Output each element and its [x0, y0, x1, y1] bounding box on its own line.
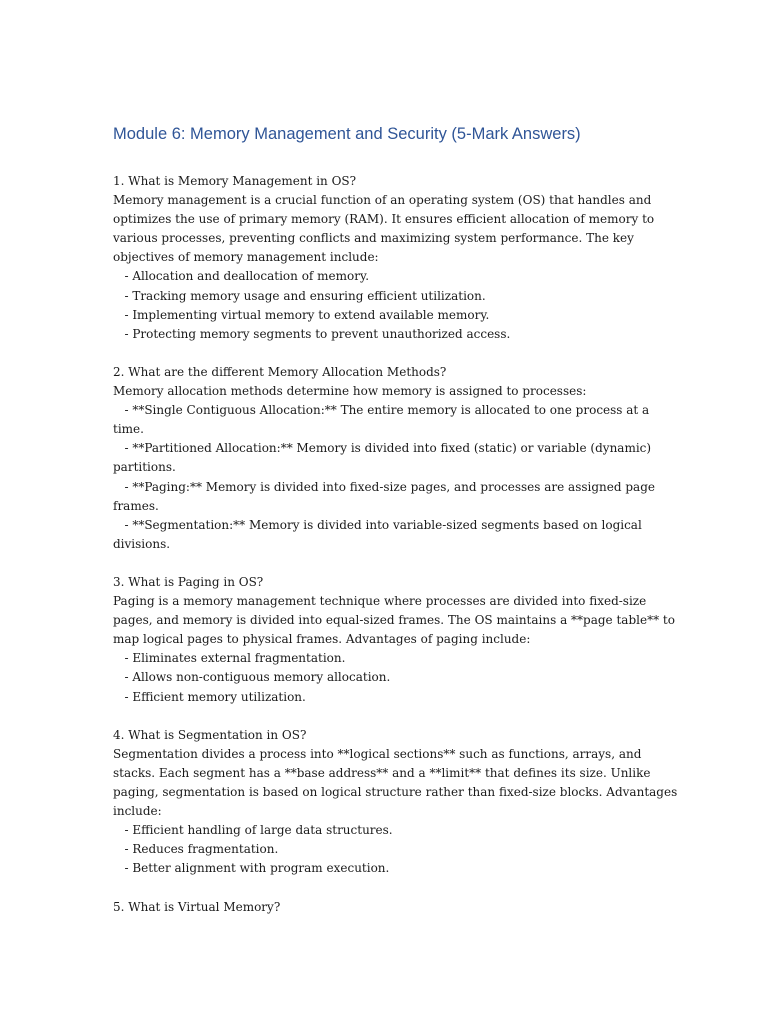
- list-item: - Implementing virtual memory to extend available memory.: [113, 307, 490, 322]
- document-title: Module 6: Memory Management and Security (5-Mark Answers): [113, 125, 581, 143]
- paragraph-line: time.: [113, 422, 144, 437]
- paragraph-line: divisions.: [113, 536, 171, 551]
- paragraph-line: Segmentation divides a process into **logical sections** such as functions, arrays, and: [113, 746, 642, 761]
- paragraph-line: include:: [113, 804, 162, 819]
- paragraph-line: Paging is a memory management technique where processes are divided into fixed-size: [113, 594, 647, 609]
- question-heading: 1. What is Memory Management in OS?: [113, 174, 357, 188]
- paragraph-line: paging, segmentation is based on logical structure rather than fixed-size blocks. Advantages: [113, 785, 678, 799]
- list-item: - Allocation and deallocation of memory.: [113, 269, 370, 284]
- section-paging: [113, 573, 673, 707]
- list-item: - Tracking memory usage and ensuring efficient utilization.: [113, 288, 486, 303]
- list-item: - **Partitioned Allocation:** Memory is divided into fixed (static) or variable (dynamic): [113, 441, 652, 456]
- paragraph-line: Memory allocation methods determine how memory is assigned to processes:: [113, 384, 587, 399]
- question-heading: 2. What are the different Memory Allocation Methods?: [113, 364, 447, 379]
- list-item: - Efficient memory utilization.: [113, 689, 306, 704]
- paragraph-line: optimizes the use of primary memory (RAM). It ensures efficient allocation of memory to: [113, 212, 655, 227]
- paragraph-line: map logical pages to physical frames. Advantages of paging include:: [113, 632, 531, 647]
- list-item: - **Paging:** Memory is divided into fixed-size pages, and processes are assigned page: [113, 479, 655, 494]
- list-item: - Efficient handling of large data structures.: [113, 823, 393, 838]
- paragraph-line: stacks. Each segment has a **base address** and a **limit** that defines its size. Unlike: [113, 765, 651, 780]
- list-item: - **Segmentation:** Memory is divided into variable-sized segments based on logical: [113, 517, 642, 532]
- list-item: - Allows non-contiguous memory allocation.: [113, 670, 391, 685]
- section-allocation-methods: [113, 363, 673, 554]
- question-heading: 5. What is Virtual Memory?: [113, 899, 281, 914]
- paragraph-line: frames.: [113, 498, 159, 513]
- paragraph-line: partitions.: [113, 460, 176, 475]
- question-heading: 3. What is Paging in OS?: [113, 574, 264, 589]
- list-item: - Reduces fragmentation.: [113, 842, 279, 857]
- section-memory-management: [113, 172, 673, 344]
- list-item: - Better alignment with program execution.: [113, 861, 390, 876]
- question-heading: 4. What is Segmentation in OS?: [113, 727, 307, 742]
- paragraph-line: objectives of memory management include:: [113, 250, 379, 265]
- section-segmentation: [113, 726, 678, 879]
- paragraph-line: pages, and memory is divided into equal-sized frames. The OS maintains a **page table** to: [113, 613, 675, 628]
- section-virtual-memory: [113, 898, 673, 917]
- list-item: - Protecting memory segments to prevent unauthorized access.: [113, 326, 511, 341]
- list-item: - **Single Contiguous Allocation:** The entire memory is allocated to one process at a: [113, 403, 650, 418]
- document-page: [113, 120, 678, 936]
- paragraph-line: various processes, preventing conflicts and maximizing system performance. The key: [113, 231, 634, 246]
- paragraph-line: Memory management is a crucial function of an operating system (OS) that handles and: [113, 193, 652, 208]
- list-item: - Eliminates external fragmentation.: [113, 651, 346, 666]
